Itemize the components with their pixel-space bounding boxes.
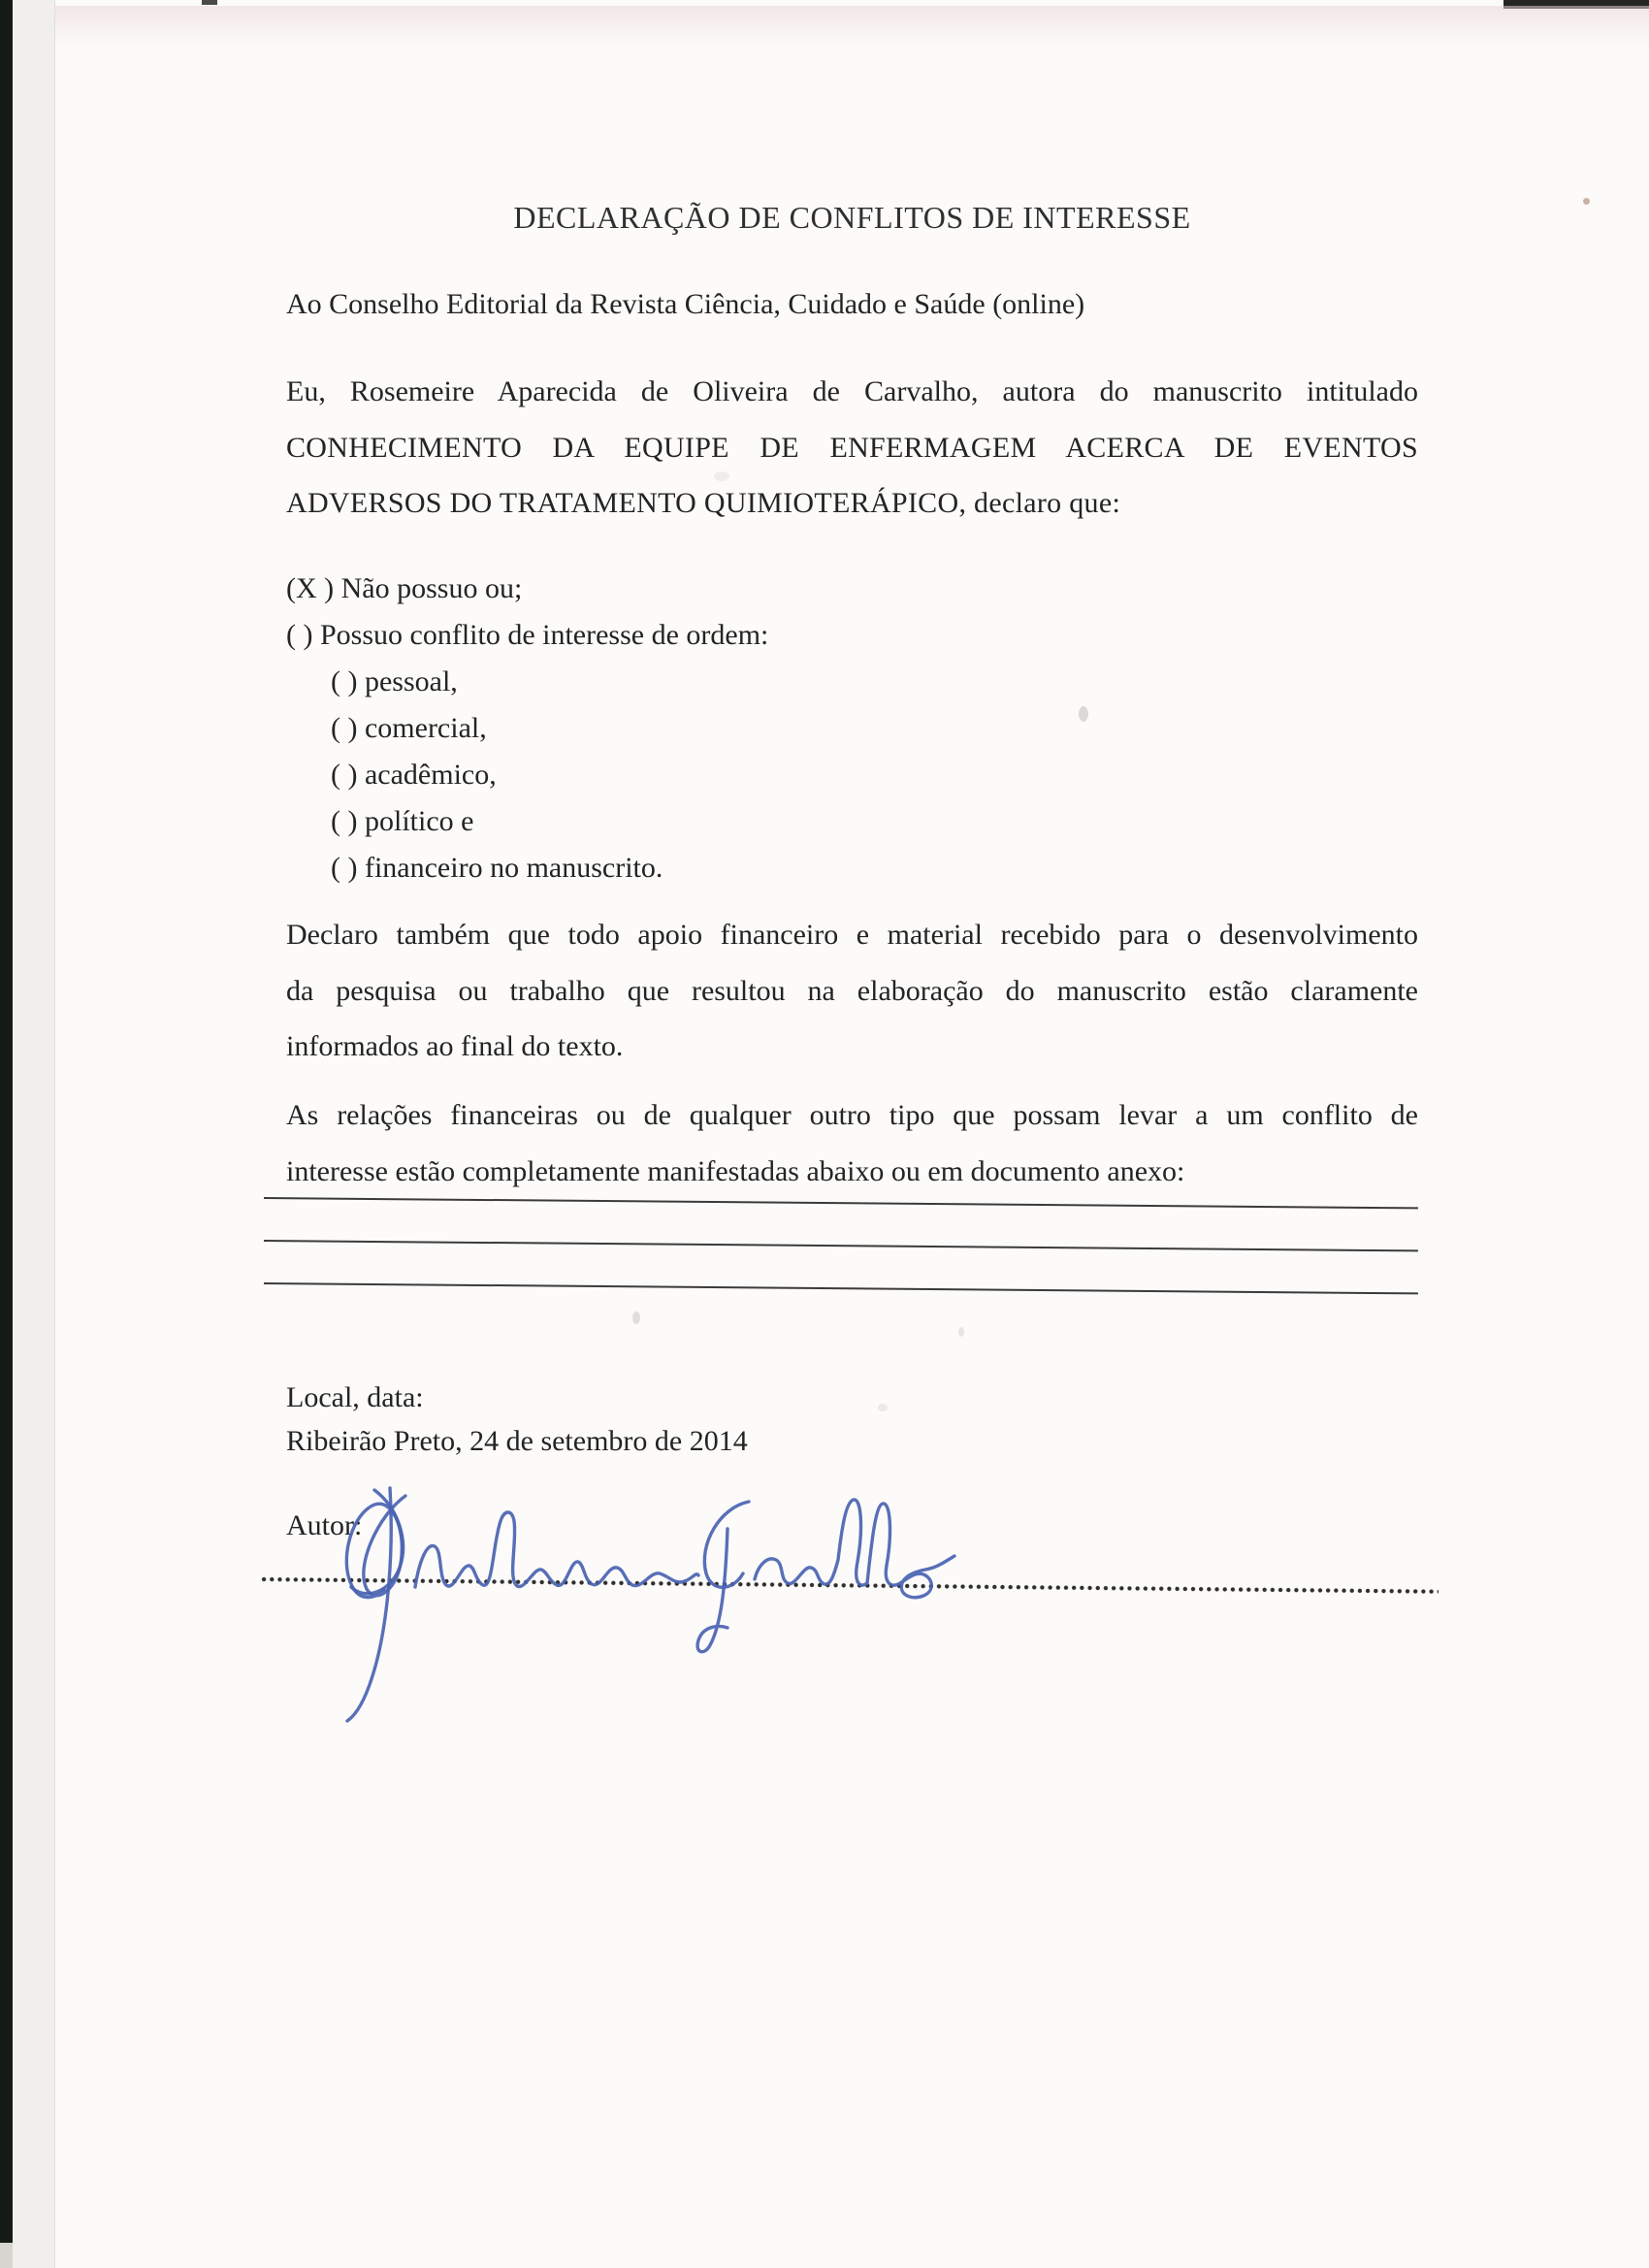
sub-option-politico: ( ) político e bbox=[331, 805, 474, 837]
author-label: Autor: bbox=[286, 1509, 363, 1541]
intro-paragraph bbox=[286, 364, 1418, 532]
scan-speck bbox=[1079, 706, 1088, 722]
scan-speck bbox=[632, 1312, 640, 1324]
scan-speck bbox=[1583, 198, 1590, 205]
scan-edge-left-foot bbox=[0, 2243, 13, 2268]
sub-option-academico: ( ) acadêmico, bbox=[331, 759, 497, 791]
author-signature-ink bbox=[281, 1482, 960, 1725]
sub-option-comercial: ( ) comercial, bbox=[331, 712, 487, 744]
sub-option-financeiro: ( ) financeiro no manuscrito. bbox=[331, 852, 663, 884]
relations-line-2: interesse estão completamente manifestadas abaixo ou em documento anexo: bbox=[286, 1154, 1185, 1187]
scan-edge-left-black-strip bbox=[0, 0, 13, 2243]
blank-line-3 bbox=[264, 1282, 1418, 1294]
option-no-conflict-checked: (X ) Não possuo ou; bbox=[286, 572, 523, 604]
scan-margin-left bbox=[13, 0, 55, 2268]
blank-line-2 bbox=[264, 1240, 1418, 1251]
intro-line-2-manuscript-title: CONHECIMENTO DA EQUIPE DE ENFERMAGEM ACERCA DE EVENTOS bbox=[286, 431, 1418, 464]
sub-option-pessoal: ( ) pessoal, bbox=[331, 665, 458, 697]
support-line-3: informados ao final do texto. bbox=[286, 1030, 624, 1062]
conflict-options-list bbox=[286, 566, 768, 891]
option-has-conflict-unchecked: ( ) Possuo conflito de interesse de ordem: bbox=[286, 619, 769, 651]
scan-top-shadow bbox=[55, 6, 1649, 49]
scan-speck bbox=[958, 1327, 964, 1337]
conflict-sub-options bbox=[331, 659, 768, 891]
support-line-2: da pesquisa ou trabalho que resultou na elaboração do manuscrito estão claramente bbox=[286, 974, 1418, 1007]
relations-paragraph bbox=[286, 1087, 1418, 1199]
intro-line-3-manuscript-title: ADVERSOS DO TRATAMENTO QUIMIOTERÁPICO, declaro que: bbox=[286, 487, 1121, 519]
intro-line-1: Eu, Rosemeire Aparecida de Oliveira de Carvalho, autora do manuscrito intitulado bbox=[286, 375, 1418, 407]
relations-line-1: As relações financeiras ou de qualquer outro tipo que possam levar a um conflito de bbox=[286, 1099, 1418, 1131]
scan-top-tick-mark bbox=[202, 0, 217, 5]
location-date-label: Local, data: bbox=[286, 1381, 424, 1413]
scan-speck bbox=[878, 1404, 888, 1411]
location-date-value: Ribeirão Preto, 24 de setembro de 2014 bbox=[286, 1425, 748, 1457]
support-paragraph bbox=[286, 907, 1418, 1075]
document-title: DECLARAÇÃO DE CONFLITOS DE INTERESSE bbox=[513, 200, 1191, 235]
support-line-1: Declaro também que todo apoio financeiro e material recebido para o desenvolvimento bbox=[286, 919, 1418, 951]
recipient-line: Ao Conselho Editorial da Revista Ciência, Cuidado e Saúde (online) bbox=[286, 288, 1085, 320]
